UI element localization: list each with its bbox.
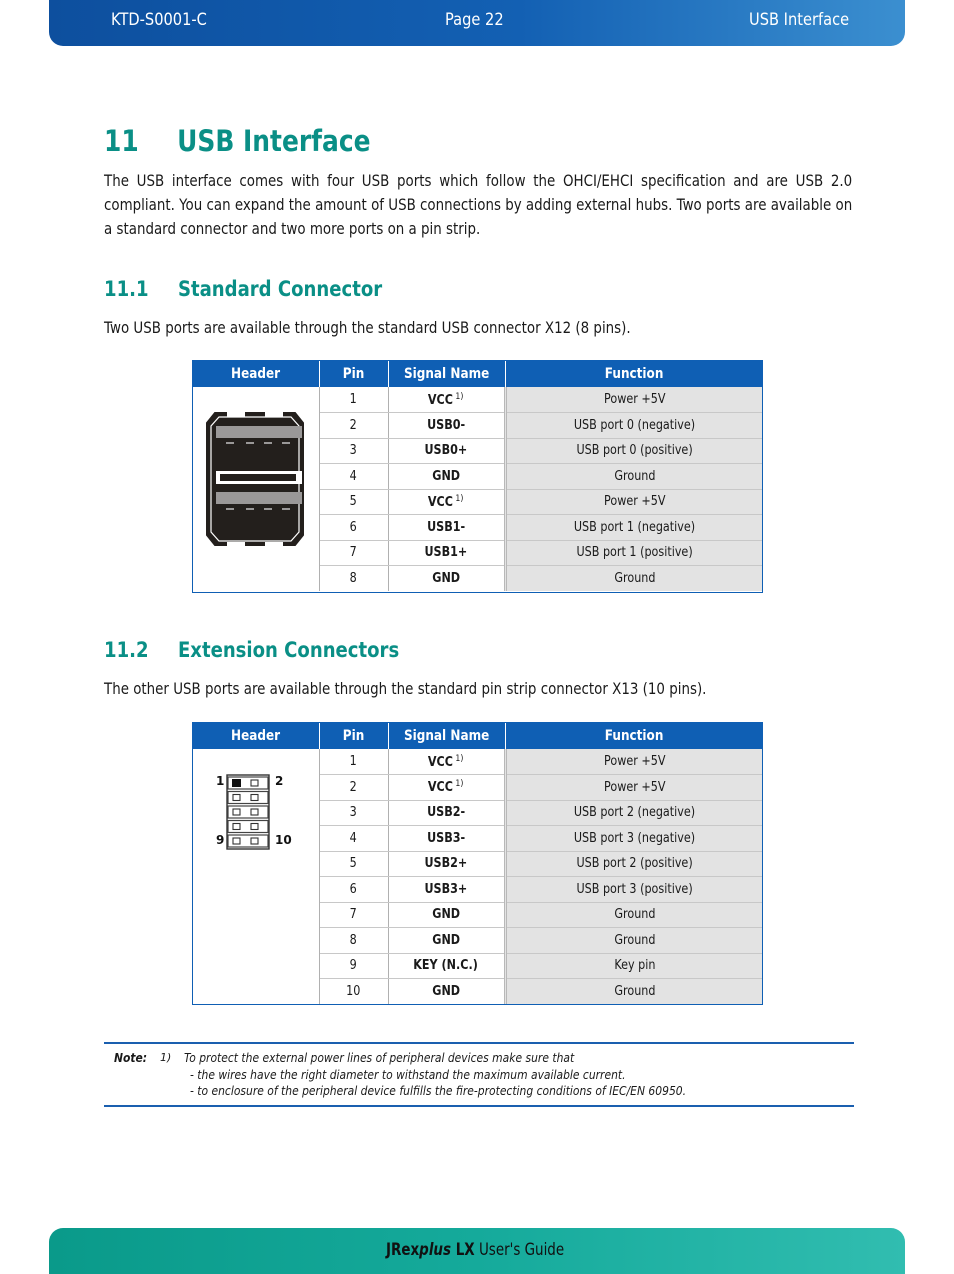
pin-number: 6	[319, 515, 388, 541]
signal-name: GND	[388, 979, 505, 1005]
note-label: Note:	[114, 1050, 148, 1065]
pin-number: 3	[319, 438, 388, 464]
function-description: USB port 2 (negative)	[505, 800, 763, 826]
header-image-cell	[192, 749, 319, 1004]
extension-connector-table	[192, 722, 763, 1004]
column-header: Function	[505, 360, 763, 387]
page-header	[49, 0, 905, 46]
column-header: Signal Name	[388, 722, 505, 749]
signal-name: GND	[388, 902, 505, 928]
function-description: Ground	[505, 979, 763, 1005]
function-description: Power +5V	[505, 387, 763, 413]
pin-number: 5	[319, 851, 388, 877]
pin-number: 2	[319, 775, 388, 801]
signal-name: VCC $^{1)}$	[388, 749, 505, 775]
pin-number: 4	[319, 464, 388, 490]
note-line: To protect the external power lines of peripheral devices make sure that	[184, 1050, 575, 1065]
svg-text:2: 2	[275, 774, 284, 788]
column-header: Signal Name	[388, 360, 505, 387]
table-row	[192, 387, 763, 413]
footer-title: JRexplus LX User's Guide	[386, 1240, 565, 1260]
signal-name: USB1-	[388, 515, 505, 541]
signal-name: USB3-	[388, 826, 505, 852]
chapter-title: 11 USB Interface	[104, 124, 371, 158]
note-box	[104, 1042, 854, 1107]
pin-number: 8	[319, 566, 388, 592]
signal-name: VCC $^{1)}$	[388, 775, 505, 801]
pin-number: 6	[319, 877, 388, 903]
signal-name: USB0-	[388, 413, 505, 439]
pin-number: 3	[319, 800, 388, 826]
function-description: Ground	[505, 928, 763, 954]
column-header: Header	[192, 722, 319, 749]
footnote-ref: 1)	[453, 391, 464, 402]
section-title-extension-connectors: 11.2 Extension Connectors	[104, 638, 400, 662]
footnote-ref: 1)	[453, 493, 464, 504]
table-row	[192, 749, 763, 775]
pin-number: 4	[319, 826, 388, 852]
page-number: Page 22	[445, 10, 504, 30]
header-image-cell	[192, 387, 319, 591]
function-description: USB port 3 (negative)	[505, 826, 763, 852]
signal-name: VCC $^{1)}$	[388, 489, 505, 515]
signal-name: VCC $^{1)}$	[388, 387, 505, 413]
signal-name: USB1+	[388, 540, 505, 566]
function-description: Power +5V	[505, 749, 763, 775]
function-description: Key pin	[505, 953, 763, 979]
pin-number: 7	[319, 902, 388, 928]
signal-name: USB2-	[388, 800, 505, 826]
signal-name: USB3+	[388, 877, 505, 903]
document-id: KTD-S0001-C	[111, 10, 207, 30]
signal-name: GND	[388, 566, 505, 592]
function-description: USB port 2 (positive)	[505, 851, 763, 877]
pin-strip-drawing	[212, 769, 302, 853]
section2-text: The other USB ports are available through the standard pin strip connector X13 (10 pins).	[104, 680, 707, 698]
section-name: USB Interface	[749, 10, 850, 30]
function-description: Ground	[505, 566, 763, 592]
pin-number: 1	[319, 749, 388, 775]
svg-text:9: 9	[216, 833, 225, 847]
pin-number: 8	[319, 928, 388, 954]
function-description: Ground	[505, 464, 763, 490]
function-description: USB port 1 (negative)	[505, 515, 763, 541]
pin-number: 9	[319, 953, 388, 979]
note-line: - the wires have the right diameter to withstand the maximum available current.	[190, 1067, 626, 1082]
signal-name: KEY (N.C.)	[388, 953, 505, 979]
standard-connector-table	[192, 360, 763, 591]
footnote-ref: 1)	[453, 753, 464, 764]
pin-number: 5	[319, 489, 388, 515]
usb-connector-drawing	[203, 407, 307, 549]
svg-text:10: 10	[275, 833, 292, 847]
page-footer	[49, 1228, 905, 1274]
signal-name: GND	[388, 928, 505, 954]
signal-name: GND	[388, 464, 505, 490]
signal-name: USB0+	[388, 438, 505, 464]
function-description: Power +5V	[505, 775, 763, 801]
chapter-intro: The USB interface comes with four USB ports which follow the OHCI/EHCI specification and are USB 2.0 compliant. You can expand the amount of USB connections by adding external hubs. Two ports are available on a standard connector and two more ports on a pin strip.	[104, 172, 853, 238]
section1-text: Two USB ports are available through the standard USB connector X12 (8 pins).	[104, 319, 631, 337]
function-description: USB port 0 (positive)	[505, 438, 763, 464]
pin-number: 10	[319, 979, 388, 1005]
svg-text:1: 1	[216, 774, 225, 788]
pin-number: 1	[319, 387, 388, 413]
function-description: USB port 3 (positive)	[505, 877, 763, 903]
footnote-ref: 1)	[453, 779, 464, 790]
column-header: Pin	[319, 722, 388, 749]
signal-name: USB2+	[388, 851, 505, 877]
section-title-standard-connector: 11.1 Standard Connector	[104, 277, 383, 301]
function-description: Power +5V	[505, 489, 763, 515]
pin-number: 2	[319, 413, 388, 439]
pin-number: 7	[319, 540, 388, 566]
function-description: USB port 1 (positive)	[505, 540, 763, 566]
column-header: Header	[192, 360, 319, 387]
function-description: Ground	[505, 902, 763, 928]
function-description: USB port 0 (negative)	[505, 413, 763, 439]
footnote-marker: 1)	[160, 1051, 172, 1064]
note-line: - to enclosure of the peripheral device fulfills the fire-protecting conditions of IEC/EN 60950.	[190, 1083, 687, 1098]
column-header: Pin	[319, 360, 388, 387]
column-header: Function	[505, 722, 763, 749]
